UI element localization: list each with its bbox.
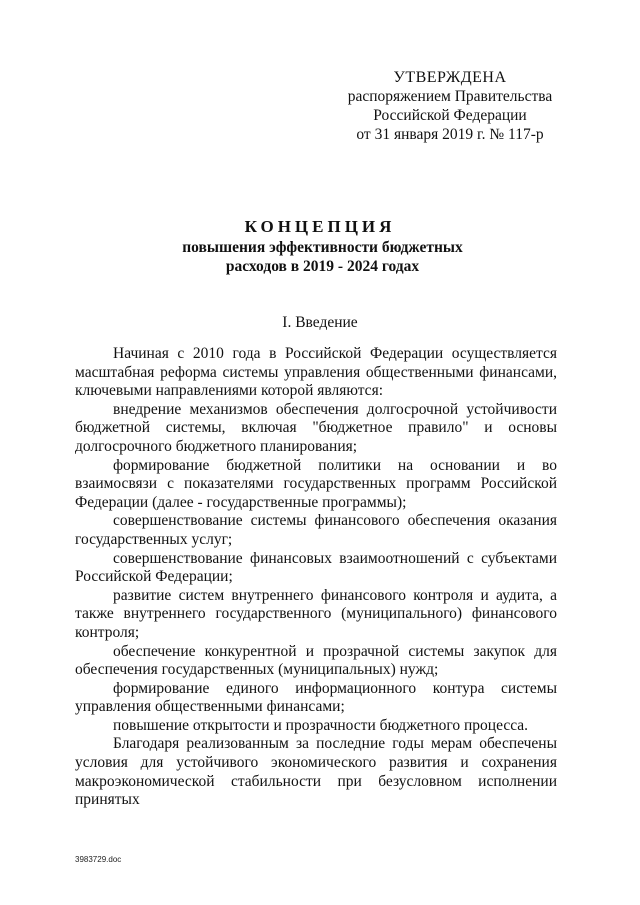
- approval-date-number: от 31 января 2019 г. № 117-р: [356, 126, 544, 143]
- document-body: [75, 345, 557, 810]
- approval-heading: УТВЕРЖДЕНА: [393, 69, 507, 86]
- file-name-footer: 3983729.doc: [75, 855, 122, 864]
- paragraph: Благодаря реализованным за последние годы мерам обеспечены условия для устойчивого экономического развития и сохранения макроэкономической стабильности при безусловном исполнении принятых: [75, 735, 557, 809]
- paragraph: совершенствование финансовых взаимоотношений с субъектами Российской Федерации;: [75, 549, 557, 586]
- paragraph: внедрение механизмов обеспечения долгосрочной устойчивости бюджетной системы, включая "бюджетное правило" и основы долгосрочного бюджетного планирования;: [75, 400, 557, 455]
- title-main: КОНЦЕПЦИЯ: [244, 217, 396, 236]
- paragraph: совершенствование системы финансового обеспечения оказания государственных услуг;: [75, 512, 557, 548]
- paragraph: обеспечение конкурентной и прозрачной системы закупок для обеспечения государственных (муниципальных) нужд;: [75, 642, 557, 679]
- paragraph: повышение открытости и прозрачности бюджетного процесса.: [113, 716, 529, 734]
- paragraph: формирование единого информационного контура системы управления общественными финансами;: [75, 679, 557, 716]
- title-sub-2: расходов в 2019 - 2024 годах: [225, 258, 420, 275]
- paragraph: развитие систем внутреннего финансового контроля и аудита, а также внутреннего государственного (муниципального) финансового контроля;: [75, 586, 557, 641]
- approval-stamp: [340, 68, 560, 144]
- section-heading: I. Введение: [282, 314, 358, 331]
- approval-line-2: распоряжением Правительства: [347, 88, 553, 105]
- title-sub-1: повышения эффективности бюджетных: [182, 239, 463, 256]
- paragraph: формирование бюджетной политики на основании и во взаимосвязи с показателями государственных программ Российской Федерации (далее - государственные программы);: [75, 456, 557, 511]
- document-title: [0, 216, 640, 276]
- paragraph: Начиная с 2010 года в Российской Федерации осуществляется масштабная реформа системы управления общественными финансами, ключевыми направлениями которой являются:: [75, 345, 557, 400]
- approval-line-3: Российской Федерации: [373, 107, 527, 124]
